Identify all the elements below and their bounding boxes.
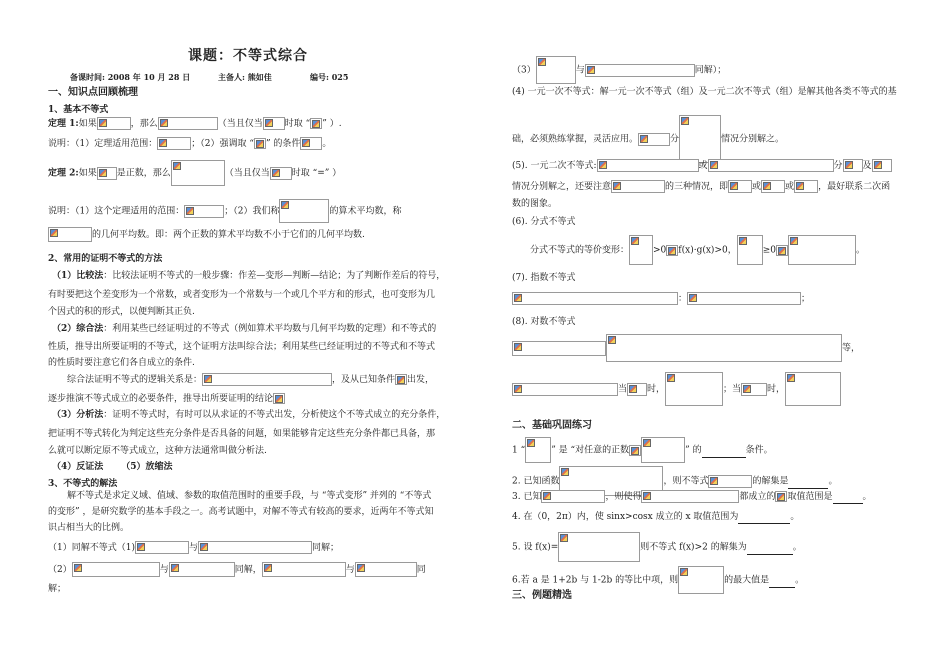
formula-image — [263, 117, 285, 130]
formula-image — [638, 133, 670, 146]
linear-line — [512, 115, 784, 163]
formula-image — [597, 159, 699, 172]
formula-image — [794, 180, 818, 193]
formula-image — [665, 372, 723, 406]
note-2-line — [48, 199, 401, 223]
text: （1）同解不等式（1) — [48, 543, 135, 553]
text: （2） — [48, 565, 72, 575]
formula-image — [97, 117, 131, 130]
question-1 — [512, 437, 773, 463]
formula-image — [97, 167, 117, 180]
text: 如果 — [78, 119, 97, 129]
text: 逐步推演不等式成立的必要条件，推导出所要证明的结论 — [48, 394, 274, 404]
text: 或 — [698, 161, 708, 171]
formula-image — [641, 490, 739, 503]
paragraph-line: 解； — [48, 584, 67, 594]
text: ；（2）强调取 “ — [191, 139, 254, 149]
text: 础，必须熟练掌握，灵活应用。 — [512, 134, 639, 145]
equiv-1-line — [48, 541, 339, 554]
theorem-1-label: 定理 1: — [48, 119, 79, 129]
formula-image — [872, 159, 892, 172]
formula-image — [157, 137, 191, 150]
text: 3. 已知 — [512, 492, 542, 502]
formula-image — [525, 437, 551, 463]
text: 说明：（1）定理适用范围： — [48, 139, 158, 149]
meta-number: 编号: 025 — [310, 72, 349, 82]
text: 4. 在（0，2π）内，使 sinx>cosx 成立的 x 取值范围为 — [512, 512, 739, 522]
formula-image — [395, 374, 407, 385]
page-title: 课题：不等式综合 — [188, 48, 308, 64]
paragraph-line: 解不等式是求定义域、值域、参数的取值范围时的重要手段，与 “等式变形” 并列的 “不等式 — [67, 491, 432, 501]
text: 同解， — [234, 565, 262, 575]
paragraph-line: 把证明不等式转化为判定这些充分条件是否具备的问题，如果能够肯定这些充分条件都已具备，那 — [48, 429, 436, 439]
answer-blank[interactable] — [788, 476, 828, 489]
subheading-solving: 3、不等式的解法 — [48, 479, 118, 489]
text: 出发， — [407, 375, 435, 385]
formula-image — [171, 160, 225, 186]
text: （当且仅当 — [217, 119, 263, 129]
text: 都成立的 — [739, 492, 776, 502]
text: 1 “ — [512, 445, 526, 456]
text: ，及从已知条件 — [332, 375, 396, 385]
meta-author: 主备人: 熊如佳 — [218, 72, 272, 82]
formula-image — [169, 562, 235, 577]
text: ：证明不等式时，有时可以从求证的不等式出发，分析使这个不等式成立的充分条件， — [103, 410, 446, 420]
formula-image — [512, 292, 678, 305]
paragraph-line: 个因式的积的形式，以便判断其正负. — [48, 307, 195, 317]
theorem-2-label: 定理 2: — [48, 168, 79, 179]
text: 分式不等式的等价变形： — [530, 245, 630, 256]
formula-image — [262, 562, 346, 577]
method-label: （2）综合法 — [52, 324, 104, 334]
text: （3） — [512, 65, 536, 76]
logic-line-2 — [48, 393, 285, 405]
text: 是正数，那么 — [116, 168, 171, 179]
formula-image — [355, 562, 417, 577]
equiv-2-line — [48, 562, 426, 577]
text: 的三种情况，即 — [665, 182, 729, 192]
section-heading-examples: 三、例题精选 — [512, 590, 572, 601]
text: ，那么 — [130, 119, 158, 129]
logarithm-line — [512, 334, 860, 362]
text: 。 — [862, 492, 872, 502]
text: 等， — [842, 343, 861, 354]
text: 与 — [575, 65, 585, 76]
answer-blank[interactable] — [833, 491, 863, 504]
formula-image — [270, 167, 292, 180]
theorem-2-line — [48, 160, 341, 186]
formula-image — [279, 199, 329, 223]
text: 及 — [862, 161, 872, 171]
formula-image — [606, 334, 842, 362]
question-4 — [512, 511, 799, 524]
formula-image — [641, 437, 685, 463]
answer-blank[interactable] — [747, 542, 793, 555]
formula-image — [761, 180, 785, 193]
answer-blank[interactable] — [769, 575, 795, 588]
formula-image — [788, 235, 856, 265]
quadratic-line — [512, 159, 892, 172]
formula-image — [512, 383, 618, 396]
text: 时取 “=” ） — [291, 168, 342, 179]
method-1-line — [52, 270, 445, 282]
paragraph-line: 性质，推导出所要证明的不等式，这个证明方法叫综合法；利用某些已经证明过的不等式和不等式 — [48, 342, 436, 352]
equiv-3-line — [512, 56, 726, 84]
text: 。 — [322, 139, 332, 149]
formula-image — [728, 180, 752, 193]
subheading-proof-methods: 2、常用的证明不等式的方法 — [48, 254, 163, 264]
text: 说明：（1）这个定理适用的范围： — [48, 206, 185, 217]
text: 则不等式 f(x)>2 的解集为 — [640, 542, 747, 553]
formula-image — [48, 227, 92, 242]
question-3 — [512, 490, 872, 504]
text: ” 的 — [685, 445, 702, 456]
formula-image — [611, 180, 665, 193]
formula-image — [72, 562, 160, 577]
paragraph-line: (4) 一元一次不等式：解一元一次不等式（组）及一元二次不等式（组）是解其他各类不等式的基 — [512, 87, 897, 97]
meta-date: 备课时间: 2008 年 10 月 28 日 — [70, 72, 191, 82]
logic-line — [67, 373, 434, 386]
paragraph-line: 的变形” ，是研究数学的基本手段之一。高考试题中，对解不等式有较高的要求，近两年不等式知 — [48, 507, 434, 517]
method-label: （1）比较法 — [52, 271, 104, 281]
text: 与 — [188, 543, 198, 553]
text: ，最好联系二次函 — [818, 182, 891, 192]
heading-logarithm: (8). 对数不等式 — [512, 317, 576, 327]
text: 取值范围是 — [787, 492, 833, 502]
text: 的算术平均数，称 — [329, 206, 402, 217]
text: 。 — [795, 575, 805, 586]
formula-image — [198, 541, 312, 554]
text: f(x)·g(x)>0， — [678, 245, 737, 256]
text: 分 — [670, 134, 680, 145]
text: ：利用某些已经证明过的不等式（例如算术平均数与几何平均数的定理）和不等式的 — [103, 324, 437, 334]
formula-image — [775, 491, 787, 502]
formula-image — [202, 373, 332, 386]
method-2-line — [52, 323, 436, 335]
note-1-line — [48, 137, 331, 150]
text: 情况分别解之，还要注意 — [512, 182, 612, 192]
paragraph-line: 识占相当大的比例。 — [48, 523, 130, 533]
text: 条件。 — [745, 445, 773, 456]
formula-image — [629, 235, 653, 265]
method-3-line — [52, 409, 445, 421]
formula-image — [741, 383, 767, 396]
text: ，则不等式 — [663, 476, 709, 487]
formula-image — [536, 56, 576, 84]
text: ，则使得 — [605, 492, 642, 502]
section-heading-review: 一、知识点回顾梳理 — [48, 87, 138, 98]
text: 时， — [647, 384, 666, 395]
heading-fraction: (6). 分式不等式 — [512, 217, 576, 227]
section-heading-practice: 二、基础巩固练习 — [512, 420, 592, 431]
formula-image — [666, 245, 678, 256]
text: 如果 — [78, 168, 97, 179]
text: 的几何平均数。即：两个正数的算术平均数不小于它们的几何平均数. — [92, 230, 365, 240]
text: 5. 设 f(x)= — [512, 542, 559, 553]
text: 2. 已知函数 — [512, 476, 560, 487]
text: 同解； — [311, 543, 339, 553]
text: ≥0 — [762, 245, 776, 256]
text: ” 是 “对任意的正数 — [551, 445, 630, 456]
text: ；（2）我们称 — [224, 206, 280, 217]
theorem-1-line — [48, 117, 342, 130]
method-label: （3）分析法 — [52, 410, 104, 420]
formula-image — [184, 205, 224, 218]
formula-image — [843, 159, 863, 172]
question-5 — [512, 532, 802, 562]
method-label: （4）反证法 — [52, 462, 104, 472]
formula-image — [135, 541, 189, 554]
text: ； — [801, 294, 811, 304]
subheading-basic-inequality: 1、基本不等式 — [48, 105, 109, 115]
text: 或 — [752, 182, 762, 192]
text: 。 — [828, 476, 838, 487]
answer-blank[interactable] — [702, 445, 746, 458]
paragraph-line: 的性质时要注意它们各自成立的条件. — [48, 358, 195, 368]
paragraph-line: 数的图象。 — [512, 199, 558, 209]
text: 的最大值是 — [724, 575, 770, 586]
fraction-line — [530, 235, 865, 265]
exponential-line — [512, 292, 810, 305]
text: 同解）； — [694, 65, 727, 76]
formula-image — [629, 445, 641, 456]
formula-image — [679, 115, 721, 163]
formula-image — [678, 566, 724, 594]
formula-image — [708, 159, 834, 172]
text: ” ）. — [322, 119, 342, 129]
text: 与 — [345, 565, 355, 575]
formula-image — [300, 137, 322, 150]
formula-image — [708, 475, 752, 488]
formula-image — [776, 245, 788, 256]
text: >0 — [653, 245, 667, 256]
note-2b-line — [48, 227, 365, 242]
quadratic-line-2 — [512, 180, 890, 193]
formula-image — [737, 235, 763, 265]
text: 6.若 a 是 1+2b 与 1-2b 的等比中项，则 — [512, 575, 679, 586]
text: 综合法证明不等式的逻辑关系是： — [67, 375, 203, 385]
answer-blank[interactable] — [738, 511, 790, 524]
text: 时取 “ — [284, 119, 311, 129]
text: ： — [678, 294, 688, 304]
logarithm-line-2 — [512, 372, 841, 406]
text: 与 — [159, 565, 169, 575]
formula-image — [687, 292, 801, 305]
text: 当 — [618, 384, 628, 395]
text: 分 — [833, 161, 843, 171]
text: 同 — [416, 565, 426, 575]
formula-image — [627, 383, 647, 396]
text: 。 — [856, 245, 866, 256]
formula-image — [785, 372, 841, 406]
text: 情况分别解之。 — [721, 134, 785, 145]
formula-image — [558, 532, 640, 562]
formula-image — [310, 118, 322, 129]
text: （当且仅当 — [224, 168, 270, 179]
formula-image — [158, 117, 218, 130]
text: 。 — [792, 542, 802, 553]
text: ：比较法证明不等式的一般步骤：作差—变形—判断—结论；为了判断作差后的符号， — [103, 271, 446, 281]
formula-image — [585, 64, 695, 77]
formula-image — [273, 393, 285, 404]
paragraph-line: 么就可以断定原不等式成立，这种方法通常叫做分析法. — [48, 446, 267, 456]
formula-image — [541, 490, 605, 503]
text: 的解集是 — [752, 476, 789, 487]
text: ；当 — [723, 384, 742, 395]
text: (5). 一元二次不等式: — [512, 161, 597, 171]
heading-exponential: (7). 指数不等式 — [512, 273, 576, 283]
formula-image — [512, 341, 606, 356]
text: 。 — [790, 512, 800, 522]
formula-image — [254, 138, 266, 149]
method-4-5-line — [52, 461, 173, 473]
paragraph-line: 有时要把这个差变形为一个常数，或者变形为一个常数与一个或几个平方和的形式，也可变形为几 — [48, 290, 436, 300]
text: ” 的条件 — [265, 139, 301, 149]
text: 或 — [785, 182, 795, 192]
method-label: （5）放缩法 — [121, 462, 173, 472]
text: 时， — [767, 384, 786, 395]
